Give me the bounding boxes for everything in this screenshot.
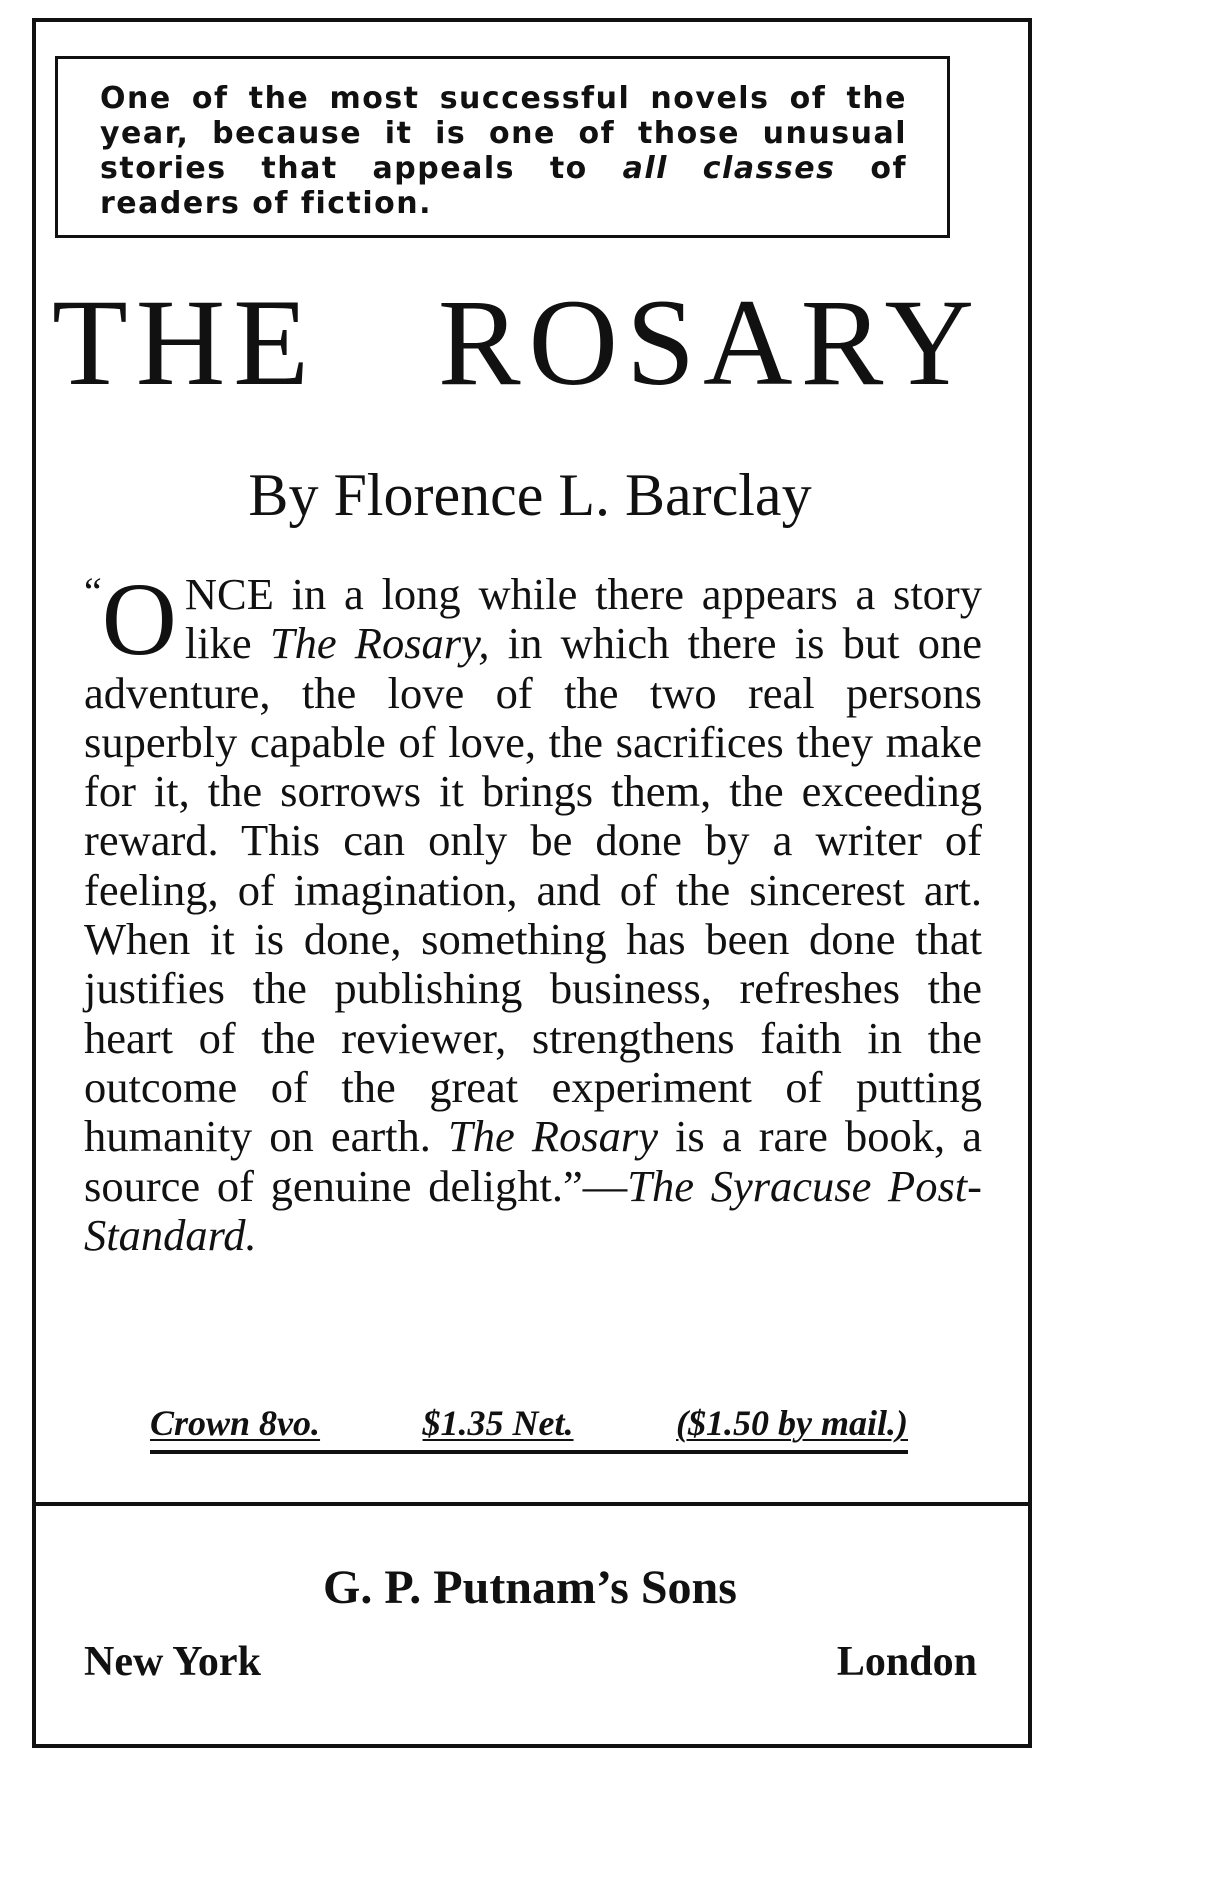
section-divider: [32, 1502, 1032, 1506]
blurb-emphasis: all classes: [622, 151, 836, 186]
review-source: The Syracuse Post-Standard.: [84, 1160, 982, 1260]
blurb-text-end: of readers of fiction.: [100, 151, 908, 221]
drop-cap: O: [101, 562, 177, 677]
blurb-box: [55, 56, 950, 238]
review-text-3: is a rare book, a source of genuine delight.”—: [84, 1111, 982, 1211]
review-title-ref-1: The Rosary,: [269, 618, 490, 669]
publisher-name: G. P. Putnam’s Sons: [323, 1561, 737, 1614]
open-quote-mark: “: [84, 569, 102, 614]
price-mail: ($1.50 by mail.): [676, 1403, 908, 1443]
publisher-city-london: London: [836, 1639, 977, 1685]
book-title-word-1: THE: [52, 274, 318, 411]
review-text-1: NCE in a long while there appears a story like: [184, 569, 982, 669]
book-title: [52, 274, 982, 411]
book-title-word-2: ROSARY: [437, 274, 982, 411]
publisher-city-new-york: New York: [84, 1639, 261, 1685]
review-quote: [84, 562, 982, 1260]
price-format: Crown 8vo.: [150, 1403, 321, 1443]
blurb-text-start: One of the most successful novels of the year, because it is one of those unusual stories that appeals to: [100, 81, 907, 186]
author-byline: By Florence L. Barclay: [248, 462, 812, 528]
price-line: [150, 1400, 908, 1454]
price-net: $1.35 Net.: [422, 1403, 574, 1443]
review-title-ref-2: The Rosary: [448, 1111, 658, 1162]
review-text-2: in which there is but one adventure, the love of the two real persons superbly capable of love, the sacrifices they make for it, the sorrows it brings them, the exceeding reward. This can only be done by a writer of feeling, of imagination, and of the sincerest art. When it is done, something has been done that justifies the publishing business, refreshes the heart of the reviewer, strengthens faith in the outcome of the great experiment of putting humanity on earth.: [84, 618, 982, 1162]
